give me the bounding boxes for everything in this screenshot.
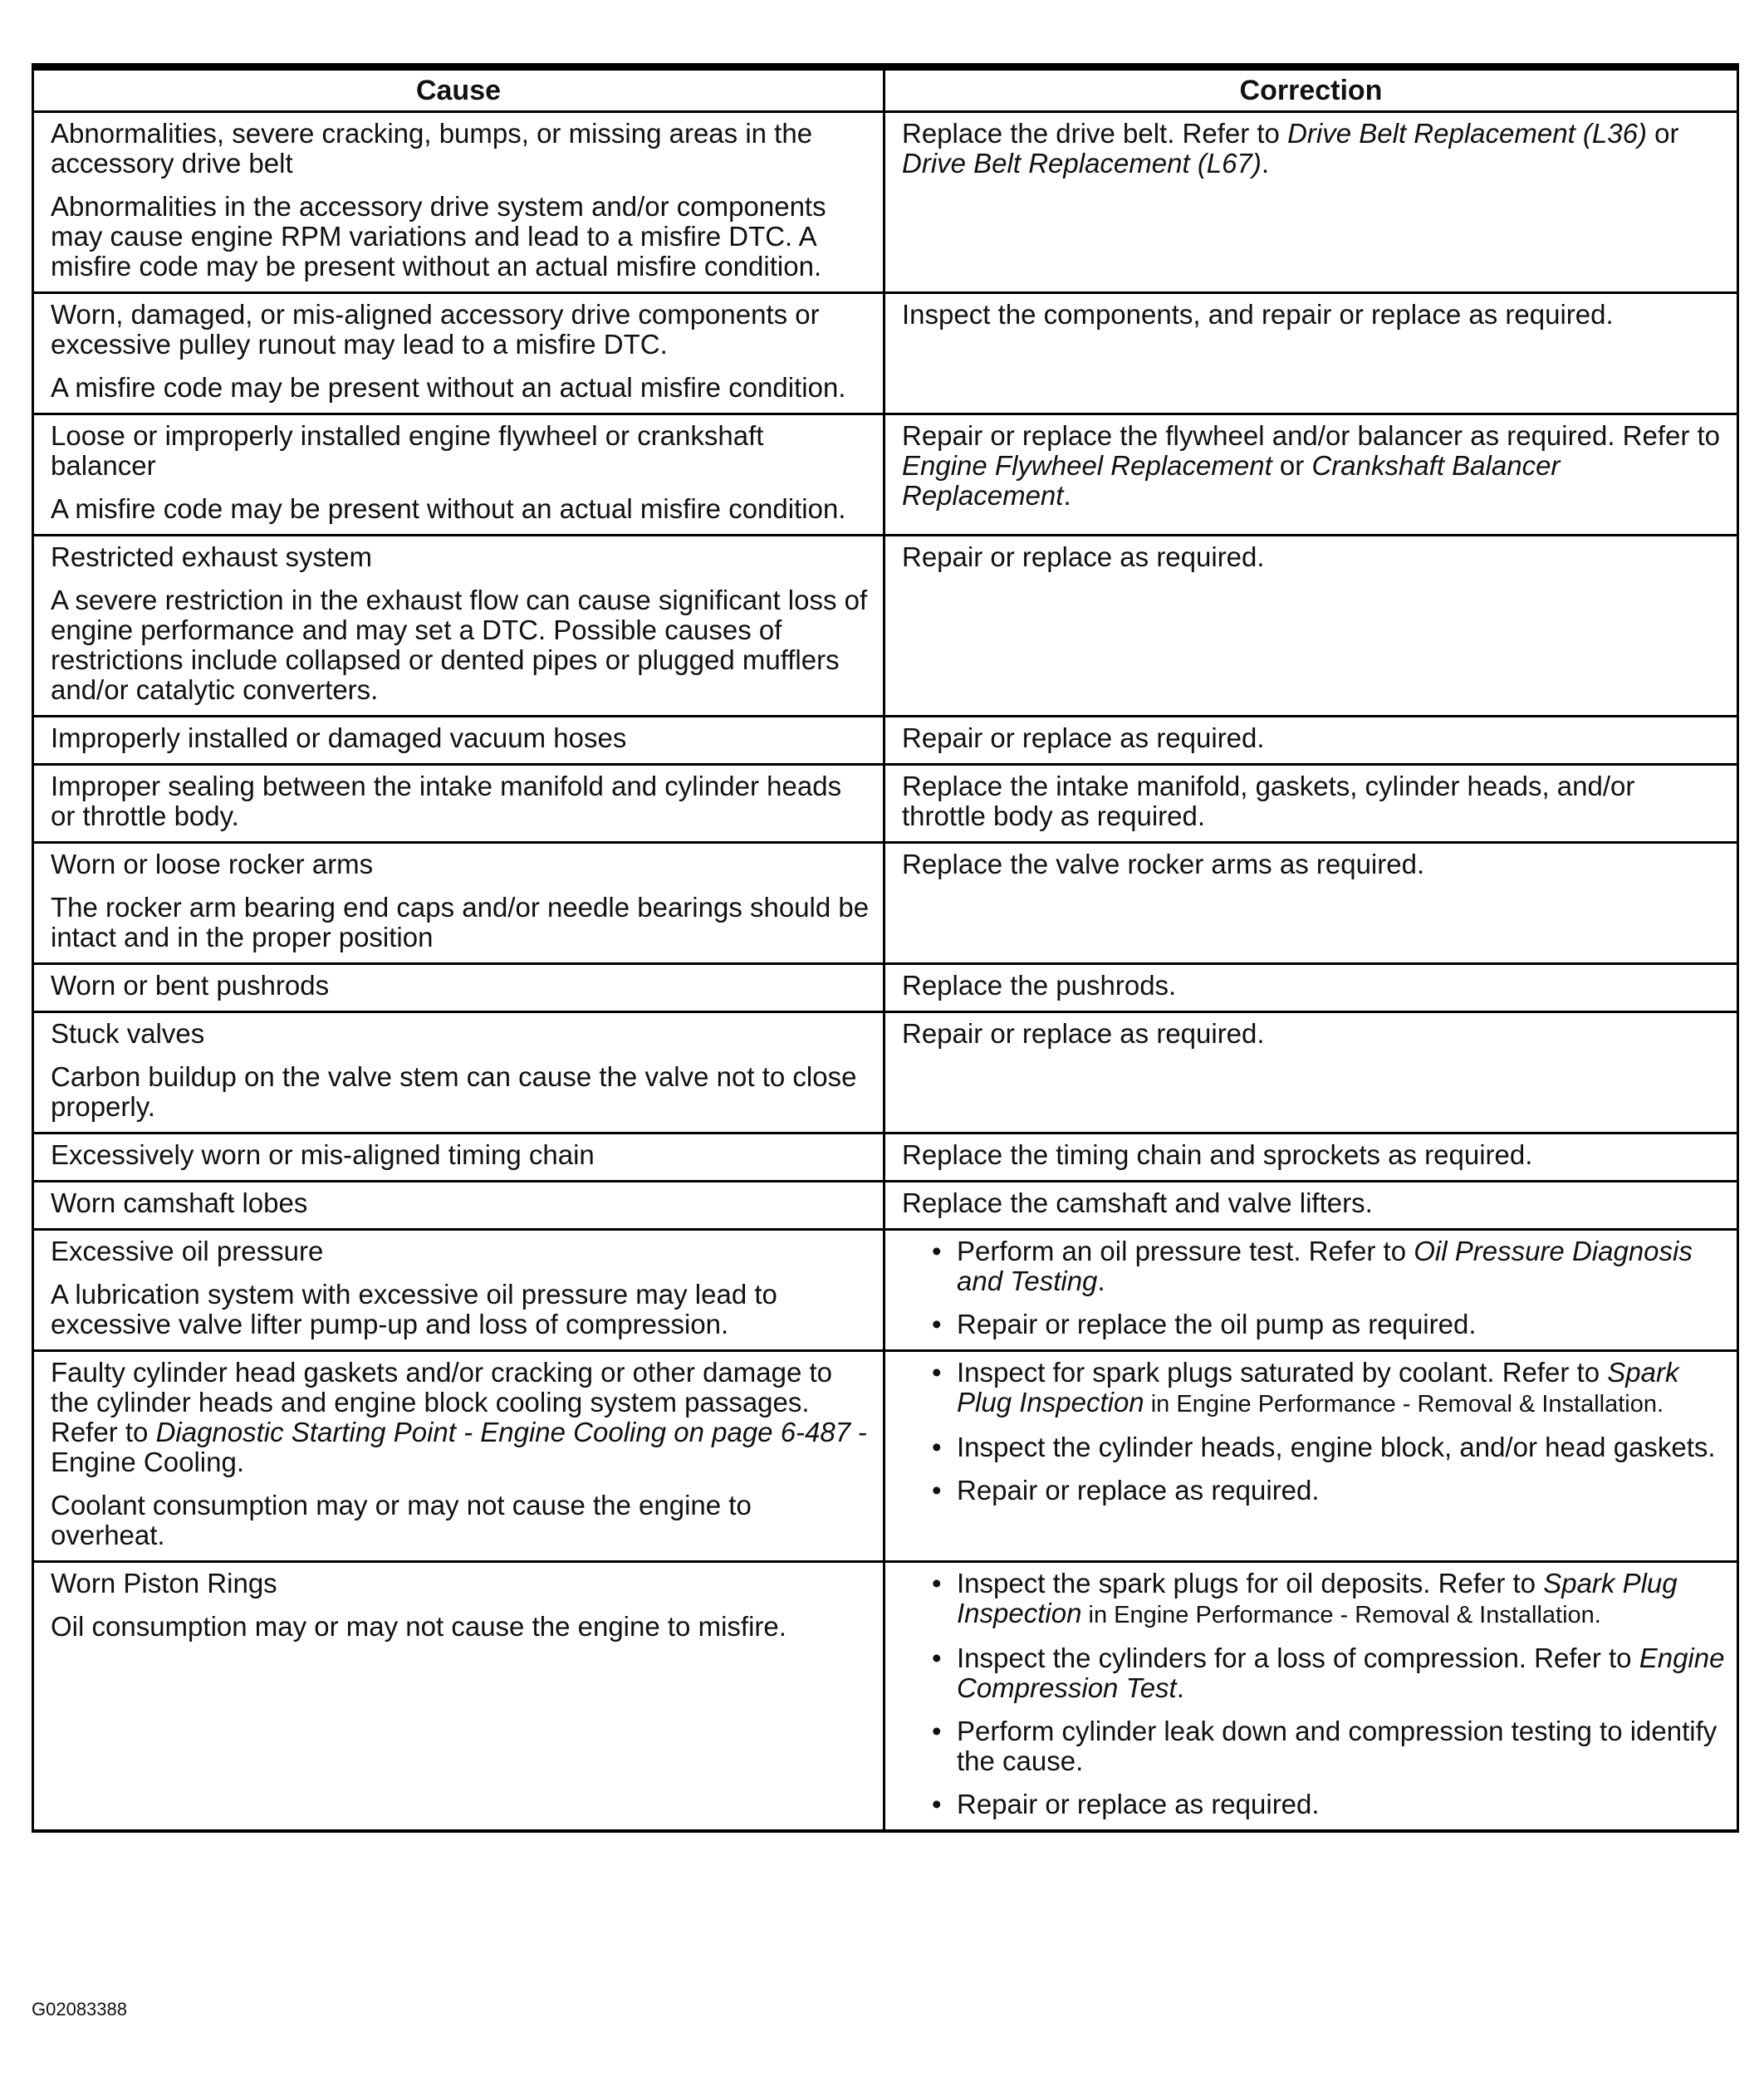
correction-paragraph	[902, 119, 1725, 179]
text-run: Abnormalities in the accessory drive system and/or components may cause engine RPM variations and lead to a misfire DTC. A misfire code may be present without an actual misfire condition.	[51, 191, 826, 282]
text-run: Replace the drive belt. Refer to	[902, 118, 1288, 149]
cause-paragraph	[51, 119, 871, 179]
bullet-icon: •	[932, 1475, 942, 1506]
correction-list-item	[932, 1643, 1725, 1703]
text-run: Coolant consumption may or may not cause the engine to overheat.	[51, 1490, 752, 1550]
text-run: Repair or replace as required.	[957, 1789, 1320, 1819]
text-run: .	[1261, 148, 1270, 179]
cause-paragraph	[51, 421, 871, 481]
correction-list-item	[932, 1568, 1725, 1630]
cause-cell	[33, 1562, 884, 1832]
text-run: Perform an oil pressure test. Refer to	[957, 1236, 1414, 1266]
cause-paragraph	[51, 1358, 871, 1477]
text-run: Repair or replace as required.	[902, 1018, 1265, 1049]
text-run: or	[1646, 118, 1679, 149]
correction-cell	[884, 1012, 1738, 1133]
diagnosis-table	[32, 63, 1739, 1833]
text-run: Perform cylinder leak down and compression testing to identify the cause.	[957, 1716, 1717, 1776]
correction-paragraph	[902, 1140, 1725, 1170]
text-run: .	[1063, 480, 1071, 511]
bullet-icon: •	[932, 1789, 942, 1819]
bullet-icon: •	[932, 1236, 942, 1266]
cause-cell	[33, 112, 884, 293]
bullet-icon: •	[932, 1568, 942, 1599]
text-run: Worn Piston Rings	[51, 1568, 277, 1599]
correction-paragraph	[902, 849, 1725, 879]
cause-paragraph	[51, 1140, 871, 1170]
text-run: Improper sealing between the intake manifold and cylinder heads or throttle body.	[51, 771, 842, 831]
correction-paragraph	[902, 300, 1725, 330]
correction-cell	[884, 717, 1738, 765]
cause-paragraph	[51, 1280, 871, 1339]
table-row	[33, 536, 1738, 717]
cause-paragraph	[51, 971, 871, 1001]
cause-paragraph	[51, 494, 871, 524]
text-run: Replace the camshaft and valve lifters.	[902, 1187, 1373, 1218]
cause-cell	[33, 1230, 884, 1351]
text-run: Repair or replace the oil pump as required.	[957, 1309, 1477, 1339]
reference-link-text: Crankshaft Balancer Replacement	[902, 450, 1561, 511]
correction-list-item	[932, 1309, 1725, 1339]
cause-cell	[33, 765, 884, 843]
cause-cell	[33, 1182, 884, 1230]
table-body	[33, 112, 1738, 1832]
table-row	[33, 1351, 1738, 1562]
reference-link-text: Oil Pressure Diagnosis and Testing	[957, 1236, 1693, 1296]
text-run: Restricted exhaust system	[51, 541, 372, 572]
reference-link-text: Engine Flywheel Replacement	[902, 450, 1272, 481]
correction-paragraph	[902, 542, 1725, 572]
correction-paragraph	[902, 421, 1725, 511]
correction-cell	[884, 1562, 1738, 1832]
table-row	[33, 414, 1738, 536]
correction-cell	[884, 414, 1738, 536]
bullet-icon: •	[932, 1309, 942, 1339]
table-row	[33, 717, 1738, 765]
correction-paragraph	[902, 1188, 1725, 1218]
cause-cell	[33, 536, 884, 717]
cause-cell	[33, 293, 884, 414]
text-run: Inspect the spark plugs for oil deposits. Refer to	[957, 1568, 1544, 1599]
correction-paragraph	[902, 723, 1725, 753]
text-run: Worn, damaged, or mis-aligned accessory drive components or excessive pulley runout may lead to a misfire DTC.	[51, 299, 820, 360]
cause-cell	[33, 1351, 884, 1562]
table-row	[33, 1133, 1738, 1182]
text-run: Faulty cylinder head gaskets and/or cracking or other damage to the cylinder heads and engine block cooling system passages. Refer to	[51, 1357, 833, 1447]
correction-cell	[884, 1230, 1738, 1351]
table-row	[33, 1182, 1738, 1230]
figure-id-caption: G02083388	[32, 1999, 127, 2020]
correction-list-item	[932, 1236, 1725, 1296]
correction-cell	[884, 1182, 1738, 1230]
correction-list-item	[932, 1716, 1725, 1776]
reference-link-text: Engine Compression Test	[957, 1643, 1725, 1703]
cause-paragraph	[51, 1612, 871, 1642]
table-row	[33, 964, 1738, 1012]
text-run: Replace the intake manifold, gaskets, cylinder heads, and/or throttle body as required.	[902, 771, 1635, 831]
text-run: Worn or loose rocker arms	[51, 849, 374, 879]
text-run: Improperly installed or damaged vacuum hoses	[51, 722, 627, 753]
cause-paragraph	[51, 771, 871, 831]
correction-list-item	[932, 1475, 1725, 1506]
text-run: Repair or replace as required.	[902, 541, 1265, 572]
cause-paragraph	[51, 849, 871, 879]
text-run: Inspect the cylinder heads, engine block, and/or head gaskets.	[957, 1432, 1716, 1462]
cause-paragraph	[51, 1188, 871, 1218]
bullet-icon: •	[932, 1357, 942, 1388]
reference-link-text: Drive Belt Replacement (L36)	[1287, 118, 1647, 149]
correction-paragraph	[902, 1019, 1725, 1049]
cause-paragraph	[51, 585, 871, 705]
cause-cell	[33, 1133, 884, 1182]
text-run: Abnormalities, severe cracking, bumps, or missing areas in the accessory drive belt	[51, 118, 813, 179]
text-run: Stuck valves	[51, 1018, 205, 1049]
reference-link-text: Spark Plug Inspection	[957, 1568, 1678, 1628]
text-run: Inspect for spark plugs saturated by coolant. Refer to	[957, 1357, 1608, 1388]
text-run: A severe restriction in the exhaust flow can cause significant loss of engine performance and may set a DTC. Possible causes of restrictions include collapsed or dented pipes or plugged mufflers and/or catalytic converters.	[51, 585, 868, 705]
text-run: Repair or replace as required.	[957, 1475, 1320, 1506]
table-row	[33, 765, 1738, 843]
cause-cell	[33, 964, 884, 1012]
cause-paragraph	[51, 723, 871, 753]
cause-paragraph	[51, 300, 871, 360]
text-run: Inspect the cylinders for a loss of compression. Refer to	[957, 1643, 1639, 1673]
correction-cell	[884, 765, 1738, 843]
text-run: Inspect the components, and repair or replace as required.	[902, 299, 1614, 330]
text-run: Carbon buildup on the valve stem can cause the valve not to close properly.	[51, 1061, 857, 1122]
cause-cell	[33, 1012, 884, 1133]
text-run: A misfire code may be present without an actual misfire condition.	[51, 372, 846, 403]
reference-link-text: Diagnostic Starting Point - Engine Cooling on page 6-487	[155, 1417, 851, 1447]
text-run: .	[1097, 1266, 1105, 1296]
correction-list	[902, 1569, 1725, 1819]
table-row	[33, 112, 1738, 293]
table-header-row	[33, 67, 1738, 112]
correction-cell	[884, 536, 1738, 717]
header-cause: Cause	[33, 67, 884, 112]
text-run: Replace the valve rocker arms as required.	[902, 849, 1425, 879]
correction-cell	[884, 1133, 1738, 1182]
cause-paragraph	[51, 1491, 871, 1550]
cause-paragraph	[51, 192, 871, 282]
cause-paragraph	[51, 1236, 871, 1266]
text-run: A lubrication system with excessive oil pressure may lead to excessive valve lifter pump-up and loss of compression.	[51, 1279, 777, 1339]
bullet-icon: •	[932, 1432, 942, 1462]
correction-list-item	[932, 1432, 1725, 1462]
text-run: Excessive oil pressure	[51, 1236, 324, 1266]
cause-paragraph	[51, 893, 871, 952]
bullet-icon: •	[932, 1643, 942, 1673]
correction-cell	[884, 843, 1738, 964]
cause-paragraph	[51, 373, 871, 403]
reference-link-text: Drive Belt Replacement (L67)	[902, 148, 1262, 179]
correction-list-item	[932, 1789, 1725, 1819]
correction-cell	[884, 293, 1738, 414]
text-run: in Engine Performance - Removal & Installation.	[1081, 1602, 1601, 1628]
reference-link-text: Spark Plug Inspection	[957, 1357, 1679, 1417]
text-run: in Engine Performance - Removal & Installation.	[1144, 1391, 1664, 1417]
table-row	[33, 843, 1738, 964]
correction-cell	[884, 964, 1738, 1012]
correction-paragraph	[902, 771, 1725, 831]
table-row	[33, 293, 1738, 414]
cause-cell	[33, 843, 884, 964]
cause-cell	[33, 717, 884, 765]
cause-paragraph	[51, 1019, 871, 1049]
text-run: Repair or replace as required.	[902, 722, 1265, 753]
cause-cell	[33, 414, 884, 536]
text-run: Loose or improperly installed engine flywheel or crankshaft balancer	[51, 420, 764, 481]
text-run: Worn or bent pushrods	[51, 970, 330, 1001]
header-correction: Correction	[884, 67, 1738, 112]
text-run: Replace the timing chain and sprockets as required.	[902, 1139, 1533, 1170]
cause-paragraph	[51, 1569, 871, 1599]
correction-list-item	[932, 1357, 1725, 1419]
bullet-icon: •	[932, 1716, 942, 1746]
text-run: Worn camshaft lobes	[51, 1187, 308, 1218]
table-row	[33, 1230, 1738, 1351]
text-run: or	[1272, 450, 1312, 481]
text-run: - Engine Cooling.	[51, 1417, 868, 1477]
correction-list	[902, 1358, 1725, 1506]
correction-cell	[884, 112, 1738, 293]
correction-paragraph	[902, 971, 1725, 1001]
table-row	[33, 1012, 1738, 1133]
cause-paragraph	[51, 1062, 871, 1122]
text-run: Excessively worn or mis-aligned timing chain	[51, 1139, 595, 1170]
correction-list	[902, 1236, 1725, 1339]
text-run: .	[1176, 1672, 1184, 1703]
text-run: A misfire code may be present without an actual misfire condition.	[51, 493, 846, 524]
text-run: Replace the pushrods.	[902, 970, 1177, 1001]
text-run: Oil consumption may or may not cause the engine to misfire.	[51, 1611, 786, 1642]
table-row	[33, 1562, 1738, 1832]
text-run: Repair or replace the flywheel and/or balancer as required. Refer to	[902, 420, 1721, 451]
cause-paragraph	[51, 542, 871, 572]
correction-cell	[884, 1351, 1738, 1562]
text-run: The rocker arm bearing end caps and/or needle bearings should be intact and in the proper position	[51, 892, 870, 952]
